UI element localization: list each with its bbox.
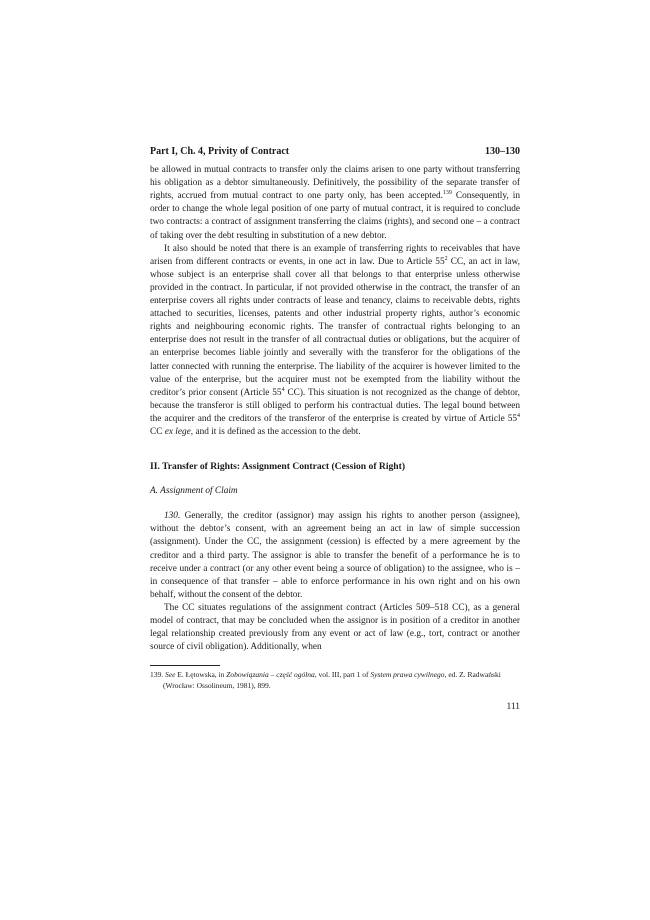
- footnote-number: 139.: [150, 670, 164, 680]
- footnote-139: [150, 670, 520, 691]
- paragraph-number: 130.: [164, 511, 181, 522]
- p1-text-b: Consequently, in order to change the whole legal position of one party of mutual contract, it is required to conclude two contracts: a contract of assignment transferring the claims (rights), and second one – a contract of taking over the debt resulting in substitution of a new debtor.: [150, 191, 520, 241]
- p2-text-c: CC). This situation is not recognized as the change of debtor, because the transferor is still obliged to perform his contractual duties. The legal bound between the acquirer and the creditors of the transferor of the enterprise is created by virtue of Article 55: [150, 387, 520, 424]
- footnote-tail: , ed. Z. Radwański (Wrocław: Ossolineum, 1981), 899.: [163, 670, 501, 690]
- p2-italic-term: ex lege: [164, 426, 191, 437]
- footnote-work-title: Zobowiązania – część ogólna: [226, 670, 315, 680]
- footnote-divider: [150, 665, 220, 666]
- footnote-series: System prawa cywilnego: [370, 670, 445, 680]
- document-page: [150, 145, 520, 714]
- footnote-see: See: [165, 670, 176, 680]
- p2-text-e: , and it is defined as the accession to the debt.: [190, 426, 361, 437]
- p3-text: Generally, the creditor (assignor) may assign his rights to another person (assignee), without the debtor’s consent, with an agreement being an act in law of simple succession (assignment). Under the CC, the assignment (cession) is effected by a mere agreement by the creditor and a third party. The assignor is able to transfer the benefit of a performance he is to receive under a contract (or any other event being a source of obligation) to the assignee, who is – in consequence of that transfer – able to enforce performance in his own right and on his own behalf, without the consent of the debtor.: [150, 511, 520, 600]
- body-paragraph-1: [150, 164, 520, 243]
- subsection-title: A. Assignment of Claim: [150, 486, 238, 497]
- page-number: 111: [506, 702, 520, 713]
- body-paragraph-2: [150, 243, 520, 439]
- p2-text-b: CC, an act in law, whose subject is an enterprise shall cover all that belongs to that enterprise unless otherwise provided in the contract. In particular, if not provided otherwise in the contract, the transfer of an enterprise covers all rights under contracts of lease and tenancy, claims to receivable debts, rights attached to securities, licenses, patents and other industrial property rights, author’s economic rights and neighbouring economic rights. The transfer of contractual rights belonging to an enterprise does not result in the transfer of all contractual duties or obligations, but the acquirer of an enterprise becomes liable jointly and severally with the transferor for the obligations of the latter connected with running the enterprise. The liability of the acquirer is however limited to the value of the enterprise, but the acquirer must not be exempted from the liability without the creditor’s prior consent (Article 55: [150, 256, 520, 398]
- section-title: II. Transfer of Rights: Assignment Contract (Cession of Right): [150, 461, 406, 473]
- p1-text-a: be allowed in mutual contracts to transfer only the claims arisen to one party without transferring his obligation as a debtor simultaneously. Definitively, the possibility of the separate transfer of rights, accrued from mutual contract to one party only, has been accepted.: [150, 165, 520, 202]
- paragraph-range: 130–130: [485, 146, 520, 157]
- running-title: Part I, Ch. 4, Privity of Contract: [150, 146, 290, 157]
- p2-superscript-1: 2: [444, 255, 448, 262]
- footnote-author: E. Łętowska, in: [175, 670, 227, 680]
- body-paragraph-4: The CC situates regulations of the assignment contract (Articles 509–518 CC), as a general model of contract, that may be concluded when the assignor is in position of a creditor in another legal relationship created previously from any event or act of law (e.g., tort, contract or another source of civil obligation). Additionally, when: [150, 602, 520, 653]
- p2-text-d: CC: [150, 426, 165, 437]
- footnote-ref-139[interactable]: 139: [442, 190, 452, 197]
- p2-superscript-2: 4: [281, 386, 285, 393]
- p2-text-a: It also should be noted that there is an example of transferring rights to receivables that have arisen from different contracts or events, in one act in law. Due to Article 55: [150, 243, 520, 267]
- p2-superscript-3: 4: [517, 412, 520, 419]
- body-paragraph-3: [150, 510, 520, 602]
- footnote-middle: , vol. III, part 1 of: [314, 670, 371, 680]
- running-head: [150, 145, 520, 158]
